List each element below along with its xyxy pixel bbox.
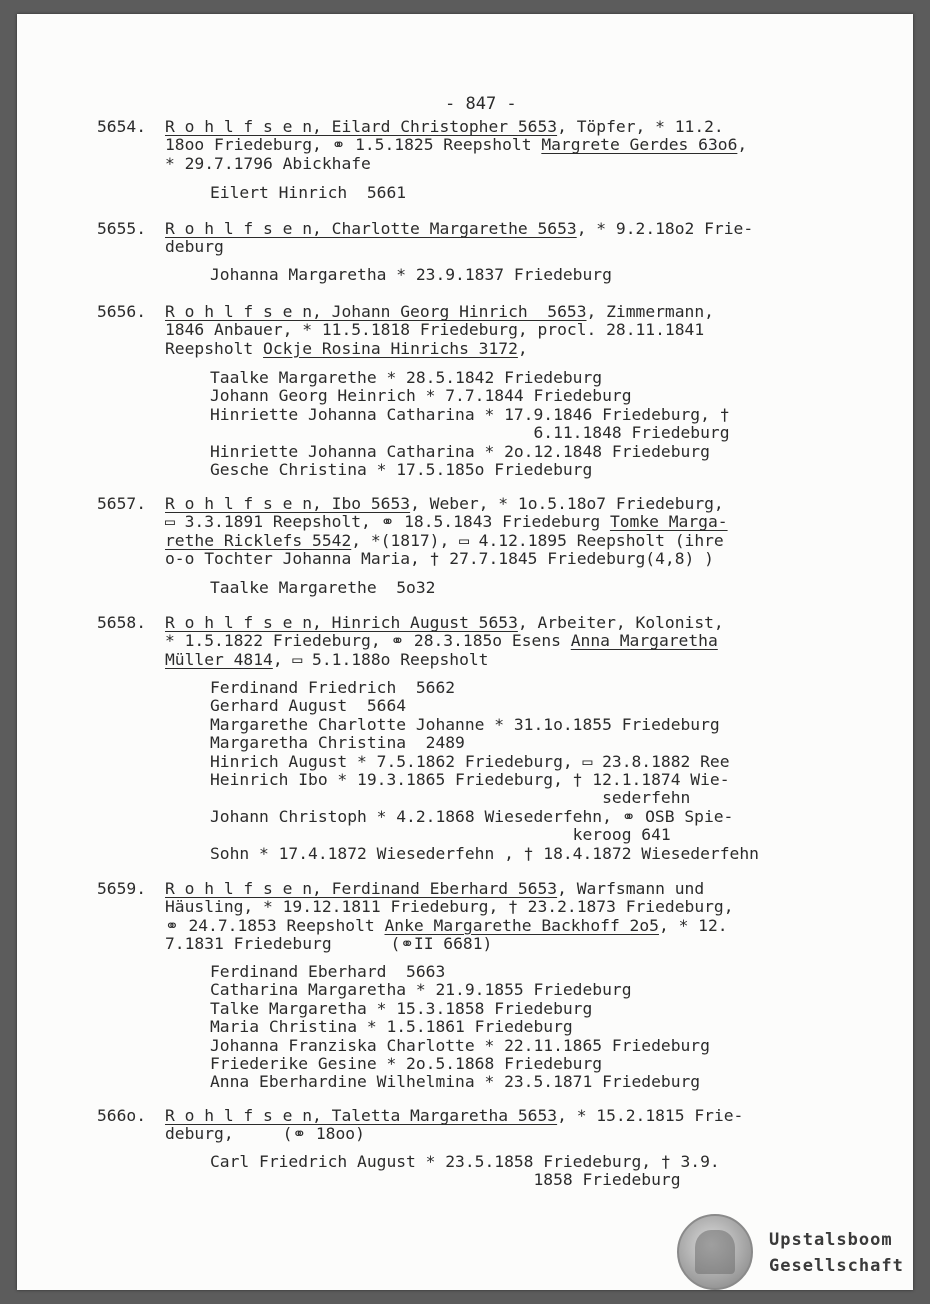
child-item: Sohn * 17.4.1872 Wiesederfehn , † 18.4.1872 Wiesederfehn	[210, 843, 759, 863]
child-item: sederfehn	[210, 788, 691, 808]
children-list	[210, 579, 435, 597]
child-item: Johanna Franziska Charlotte * 22.11.1865 Friedeburg	[210, 1035, 710, 1055]
entry-number: 5656.	[97, 302, 147, 321]
child-item: Gerhard August 5664	[210, 696, 407, 716]
child-item: Carl Friedrich August * 23.5.1858 Friedeburg, † 3.9.	[210, 1152, 720, 1171]
child-item: Johann Georg Heinrich * 7.7.1844 Friedeburg	[210, 386, 632, 406]
child-item: Talke Margaretha * 15.3.1858 Friedeburg	[210, 998, 593, 1018]
children-list	[210, 266, 612, 284]
child-item: Hinriette Johanna Catharina * 17.9.1846 Friedeburg, †	[210, 404, 730, 424]
child-item: Ferdinand Friedrich 5662	[210, 678, 456, 697]
children-list	[210, 963, 710, 1092]
page-number: - 847 -	[445, 94, 517, 114]
child-item: Catharina Margaretha * 21.9.1855 Friedeburg	[210, 980, 632, 1000]
entry-number: 5654.	[97, 117, 147, 136]
child-item: 1858 Friedeburg	[210, 1170, 681, 1190]
child-item: Heinrich Ibo * 19.3.1865 Friedeburg, † 12.1.1874 Wie-	[210, 769, 730, 789]
children-list	[210, 184, 406, 202]
entry-heading: R o h l f s e n, Ferdinand Eberhard 5653, Warfsmann und Häusling, * 19.12.1811 Friedeburg, † 23.2.1873 Friedeburg, ⚭ 24.7.1853 Reepsholt Anke Margarethe Backhoff 2o5, * 12. 7.1831 Friedeburg (⚭II 6681)	[165, 879, 734, 954]
child-item: Taalke Margarethe 5o32	[210, 578, 436, 597]
child-item: Maria Christina * 1.5.1861 Friedeburg	[210, 1017, 573, 1037]
child-item: Johanna Margaretha * 23.9.1837 Friedeburg	[210, 265, 612, 284]
entry-number: 5655.	[97, 219, 147, 238]
entry-heading: R o h l f s e n, Johann Georg Hinrich 5653, Zimmermann, 1846 Anbauer, * 11.5.1818 Friedeburg, procl. 28.11.1841 Reepsholt Ockje Rosina Hinrichs 3172,	[165, 302, 714, 358]
entry-number: 5658.	[97, 613, 147, 632]
children-list	[210, 1153, 720, 1190]
org-name-line2: Gesellschaft	[769, 1256, 904, 1276]
child-item: Ferdinand Eberhard 5663	[210, 962, 446, 981]
entry-heading: R o h l f s e n, Charlotte Margarethe 5653, * 9.2.18o2 Frie- deburg	[165, 219, 754, 257]
child-item: Taalke Margarethe * 28.5.1842 Friedeburg	[210, 368, 603, 387]
child-item: Margaretha Christina 2489	[210, 733, 465, 753]
entry-number: 5657.	[97, 494, 147, 513]
entry-heading: R o h l f s e n, Ibo 5653, Weber, * 1o.5.18o7 Friedeburg, ▭ 3.3.1891 Reepsholt, ⚭ 18.5.1843 Friedeburg Tomke Marga- rethe Ricklefs 5542, *(1817), ▭ 4.12.1895 Reepsholt (ihre o-o Tochter Johanna Maria, † 27.7.1845 Friedeburg(4,8) )	[165, 494, 728, 569]
document-page	[17, 14, 913, 1290]
children-list	[210, 369, 730, 479]
child-item: Hinrich August * 7.5.1862 Friedeburg, ▭ 23.8.1882 Ree	[210, 751, 730, 771]
child-item: keroog 641	[210, 825, 671, 845]
child-item: 6.11.1848 Friedeburg	[210, 423, 730, 443]
org-name-line1: Upstalsboom	[769, 1230, 893, 1250]
child-item: Margarethe Charlotte Johanne * 31.1o.1855 Friedeburg	[210, 714, 720, 734]
society-seal-icon	[677, 1214, 753, 1290]
child-item: Hinriette Johanna Catharina * 2o.12.1848 Friedeburg	[210, 441, 710, 461]
entry-heading: R o h l f s e n, Taletta Margaretha 5653, * 15.2.1815 Frie- deburg, (⚭ 18oo)	[165, 1106, 744, 1144]
child-item: Friederike Gesine * 2o.5.1868 Friedeburg	[210, 1053, 603, 1073]
child-item: Anna Eberhardine Wilhelmina * 23.5.1871 Friedeburg	[210, 1072, 701, 1092]
child-item: Eilert Hinrich 5661	[210, 183, 407, 202]
entry-heading: R o h l f s e n, Hinrich August 5653, Arbeiter, Kolonist, * 1.5.1822 Friedeburg, ⚭ 28.3.185o Esens Anna Margaretha Müller 4814, ▭ 5.1.188o Reepsholt	[165, 613, 724, 669]
children-list	[210, 679, 759, 863]
child-item: Johann Christoph * 4.2.1868 Wiesederfehn, ⚭ OSB Spie-	[210, 806, 734, 826]
child-item: Gesche Christina * 17.5.185o Friedeburg	[210, 459, 593, 479]
entry-heading: R o h l f s e n, Eilard Christopher 5653, Töpfer, * 11.2. 18oo Friedeburg, ⚭ 1.5.1825 Reepsholt Margrete Gerdes 63o6, * 29.7.1796 Abickhafe	[165, 117, 748, 173]
entry-number: 5659.	[97, 879, 147, 898]
entry-number: 566o.	[97, 1106, 147, 1125]
